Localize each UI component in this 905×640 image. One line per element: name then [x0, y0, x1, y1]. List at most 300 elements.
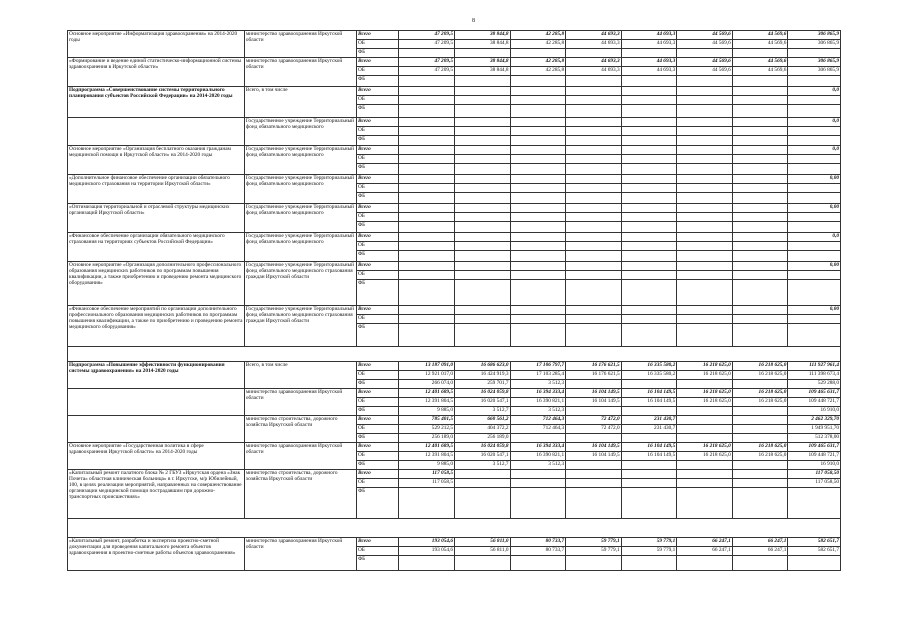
amount-cell — [732, 380, 788, 389]
funding-source-cell: ОБ — [356, 127, 398, 136]
amount-cell — [677, 488, 733, 519]
amount-cell — [621, 87, 677, 96]
amount-cell — [510, 146, 566, 155]
funding-source-cell: Всего — [356, 58, 398, 67]
amount-cell — [621, 175, 677, 184]
amount-cell: 111 927 961,4 — [788, 362, 841, 371]
amount-cell — [399, 118, 455, 127]
amount-cell: 16 218 625,0 — [677, 452, 733, 461]
amount-cell — [566, 204, 622, 213]
amount-cell — [566, 271, 622, 280]
amount-cell — [677, 184, 733, 193]
amount-cell — [621, 184, 677, 193]
amount-cell — [732, 213, 788, 222]
amount-cell: 582 651,7 — [788, 547, 841, 556]
amount-cell — [454, 213, 510, 222]
amount-cell: 306 865,9 — [788, 31, 841, 40]
spacer-row — [68, 347, 841, 362]
amount-cell — [621, 380, 677, 389]
amount-cell — [510, 280, 566, 306]
amount-cell: 16 390 821,1 — [510, 452, 566, 461]
amount-cell: 660 561,2 — [454, 416, 510, 425]
amount-cell — [510, 315, 566, 324]
amount-cell — [566, 49, 622, 58]
amount-cell — [510, 271, 566, 280]
amount-cell — [677, 193, 733, 204]
amount-cell — [566, 136, 622, 146]
amount-cell — [399, 175, 455, 184]
amount-cell: 16 104 149,5 — [621, 452, 677, 461]
table-row — [68, 175, 841, 184]
amount-cell — [677, 96, 733, 105]
funding-source-cell: Всего — [356, 416, 398, 425]
amount-cell: 12 401 689,5 — [399, 443, 455, 452]
amount-cell — [677, 324, 733, 347]
amount-cell: 193 054,6 — [399, 547, 455, 556]
amount-cell — [399, 488, 455, 519]
amount-cell: 109 448 721,7 — [788, 452, 841, 461]
measure-name: «Капитальный ремонт палатного блока № 2 ГБУЗ «Иркутская ордена «Знак Почета» областная клиническая больница» в г. Иркутске, м/р Юбилейный, 100, в целях реализации мероприятий, направленных на совершенствование организации медицинской помощи пострадавшим при дорожно-транспортных происшествиях» — [68, 470, 245, 519]
amount-cell — [621, 470, 677, 479]
amount-cell — [566, 213, 622, 222]
amount-cell: 109 465 631,7 — [788, 443, 841, 452]
amount-cell: 56 811,0 — [454, 547, 510, 556]
amount-cell — [677, 407, 733, 416]
amount-cell — [677, 416, 733, 425]
executor-name: Государственное учреждение Территориальный фонд обязательного медицинского — [244, 146, 356, 175]
measure-name — [68, 389, 245, 416]
amount-cell: 66 247,1 — [732, 547, 788, 556]
amount-cell — [510, 251, 566, 262]
amount-cell — [510, 96, 566, 105]
executor-name: Всего, в том числе — [244, 362, 356, 389]
funding-source-cell: Всего — [356, 146, 398, 155]
funding-source-cell: ФБ — [356, 49, 398, 58]
amount-cell — [399, 324, 455, 347]
amount-cell — [454, 280, 510, 306]
amount-cell: 0,00 — [788, 175, 841, 184]
amount-cell — [399, 306, 455, 315]
amount-cell — [566, 461, 622, 470]
amount-cell — [454, 127, 510, 136]
executor-name: Государственное учреждение Территориальный фонд обязательного медицинского страхования граждан Иркутской области — [244, 306, 356, 347]
amount-cell — [510, 213, 566, 222]
table-row — [68, 538, 841, 547]
amount-cell: 80 733,7 — [510, 547, 566, 556]
funding-source-cell: Всего — [356, 87, 398, 96]
amount-cell: 44 693,3 — [566, 58, 622, 67]
amount-cell — [621, 280, 677, 306]
executor-name: министерство здравоохранения Иркутской области — [244, 58, 356, 87]
amount-cell — [732, 193, 788, 204]
amount-cell — [566, 380, 622, 389]
amount-cell — [566, 164, 622, 175]
amount-cell — [677, 380, 733, 389]
amount-cell: 111 398 673,4 — [788, 371, 841, 380]
amount-cell — [732, 416, 788, 425]
amount-cell: 44 693,3 — [621, 67, 677, 76]
amount-cell: 0,0 — [788, 87, 841, 96]
executor-name: министерство здравоохранения Иркутской области — [244, 389, 356, 416]
amount-cell: 59 779,1 — [621, 547, 677, 556]
amount-cell: 44 569,6 — [732, 40, 788, 49]
amount-cell — [454, 324, 510, 347]
amount-cell — [399, 242, 455, 251]
executor-name: министерство здравоохранения Иркутской области — [244, 538, 356, 571]
amount-cell — [732, 488, 788, 519]
funding-source-cell: ФБ — [356, 76, 398, 87]
amount-cell: 16 104 149,5 — [566, 452, 622, 461]
amount-cell — [566, 324, 622, 347]
amount-cell — [566, 184, 622, 193]
amount-cell — [454, 76, 510, 87]
amount-cell — [399, 155, 455, 164]
table-row — [68, 362, 841, 371]
amount-cell — [621, 271, 677, 280]
amount-cell: 3 512,3 — [510, 380, 566, 389]
funding-source-cell: ОБ — [356, 452, 398, 461]
amount-cell — [621, 105, 677, 118]
amount-cell — [566, 96, 622, 105]
amount-cell — [566, 193, 622, 204]
amount-cell: 12 921 017,0 — [399, 371, 455, 380]
amount-cell: 3 512,3 — [510, 461, 566, 470]
measure-name: «Финансовое обеспечение организации обязательного медицинского страхования на территориях субъектов Российской Федерации» — [68, 233, 245, 262]
amount-cell — [510, 242, 566, 251]
amount-cell — [566, 146, 622, 155]
amount-cell — [399, 87, 455, 96]
executor-name: министерство здравоохранения Иркутской области — [244, 443, 356, 470]
amount-cell — [566, 470, 622, 479]
amount-cell — [510, 118, 566, 127]
funding-source-cell: ОБ — [356, 40, 398, 49]
amount-cell — [510, 155, 566, 164]
amount-cell: 259 701,7 — [454, 380, 510, 389]
amount-cell — [677, 434, 733, 443]
table-row — [68, 87, 841, 96]
amount-cell — [677, 76, 733, 87]
amount-cell — [454, 556, 510, 571]
amount-cell — [621, 193, 677, 204]
amount-cell — [510, 233, 566, 242]
amount-cell: 0,00 — [788, 306, 841, 315]
amount-cell — [566, 87, 622, 96]
amount-cell — [399, 49, 455, 58]
amount-cell — [454, 242, 510, 251]
amount-cell — [732, 556, 788, 571]
amount-cell: 16 910,0 — [788, 407, 841, 416]
amount-cell: 44 569,6 — [677, 31, 733, 40]
amount-cell: 266 074,0 — [399, 380, 455, 389]
amount-cell: 44 569,6 — [732, 31, 788, 40]
amount-cell — [454, 271, 510, 280]
amount-cell — [677, 222, 733, 233]
table-row — [68, 31, 841, 40]
funding-source-cell: ФБ — [356, 324, 398, 347]
amount-cell: 16 218 625,0 — [732, 443, 788, 452]
amount-cell — [566, 175, 622, 184]
amount-cell: 44 569,6 — [677, 58, 733, 67]
amount-cell — [732, 271, 788, 280]
amount-cell — [454, 222, 510, 233]
table-row — [68, 389, 841, 398]
amount-cell — [677, 87, 733, 96]
amount-cell: 16 024 059,8 — [454, 443, 510, 452]
amount-cell — [510, 164, 566, 175]
funding-source-cell: ОБ — [356, 155, 398, 164]
amount-cell — [788, 164, 841, 175]
amount-cell — [621, 76, 677, 87]
amount-cell: 16 218 625,0 — [732, 398, 788, 407]
amount-cell — [621, 262, 677, 271]
amount-cell: 16 335 580,2 — [621, 371, 677, 380]
funding-source-cell: ОБ — [356, 547, 398, 556]
amount-cell: 44 693,3 — [566, 40, 622, 49]
amount-cell: 16 176 621,5 — [566, 371, 622, 380]
measure-name: Подпрограмма «Совершенствование системы территориального планирования субъектов Российской Федерации» на 2014-2020 годы — [68, 87, 245, 118]
amount-cell — [510, 488, 566, 519]
amount-cell: 256 189,0 — [399, 434, 455, 443]
amount-cell — [510, 262, 566, 271]
funding-source-cell: ФБ — [356, 251, 398, 262]
amount-cell — [732, 184, 788, 193]
amount-cell — [732, 105, 788, 118]
amount-cell — [510, 105, 566, 118]
amount-cell — [788, 184, 841, 193]
amount-cell — [677, 175, 733, 184]
amount-cell — [510, 136, 566, 146]
funding-source-cell: ФБ — [356, 105, 398, 118]
measure-name: Основное мероприятие «Организация бесплатного оказания гражданам медицинской помощи в Иркутской области» на 2014-2020 годы — [68, 146, 245, 175]
amount-cell — [399, 204, 455, 213]
amount-cell — [732, 49, 788, 58]
amount-cell — [510, 470, 566, 479]
amount-cell — [566, 76, 622, 87]
amount-cell: 47 209,5 — [399, 58, 455, 67]
table-row — [68, 306, 841, 315]
measure-name: «Формирование и ведение единой статистическо-информационной системы здравоохранения в Иркутской области» — [68, 58, 245, 87]
amount-cell — [454, 470, 510, 479]
amount-cell — [621, 164, 677, 175]
amount-cell: 16 218 625,0 — [677, 371, 733, 380]
amount-cell: 109 465 631,7 — [788, 389, 841, 398]
amount-cell — [510, 556, 566, 571]
funding-source-cell: Всего — [356, 262, 398, 271]
amount-cell: 59 779,1 — [621, 538, 677, 547]
amount-cell: 47 209,5 — [399, 67, 455, 76]
amount-cell — [566, 222, 622, 233]
amount-cell — [510, 87, 566, 96]
amount-cell — [454, 136, 510, 146]
amount-cell — [732, 118, 788, 127]
amount-cell — [621, 127, 677, 136]
amount-cell: 17 103 285,4 — [510, 371, 566, 380]
amount-cell — [732, 242, 788, 251]
amount-cell — [454, 204, 510, 213]
amount-cell — [788, 324, 841, 347]
funding-source-cell: Всего — [356, 233, 398, 242]
funding-source-cell: Всего — [356, 175, 398, 184]
amount-cell — [621, 222, 677, 233]
amount-cell — [732, 164, 788, 175]
executor-name: министерство строительства, дорожного хозяйства Иркутской области — [244, 470, 356, 519]
amount-cell: 193 054,6 — [399, 538, 455, 547]
funding-source-cell: ФБ — [356, 461, 398, 470]
amount-cell — [621, 146, 677, 155]
amount-cell — [732, 222, 788, 233]
amount-cell — [399, 96, 455, 105]
amount-cell — [454, 155, 510, 164]
funding-source-cell: ФБ — [356, 222, 398, 233]
executor-name: Государственное учреждение Территориальный фонд обязательного медицинского — [244, 204, 356, 233]
amount-cell — [677, 213, 733, 222]
amount-cell: 512 378,00 — [788, 434, 841, 443]
table-row — [68, 262, 841, 271]
amount-cell — [732, 233, 788, 242]
amount-cell: 59 779,1 — [566, 538, 622, 547]
amount-cell — [510, 193, 566, 204]
measure-name: Подпрограмма «Повышение эффективности функционирования системы здравоохранения» на 2014-2020 годы — [68, 362, 245, 389]
amount-cell — [788, 251, 841, 262]
amount-cell: 117 058,5 — [399, 470, 455, 479]
amount-cell: 38 844,8 — [454, 58, 510, 67]
amount-cell — [566, 488, 622, 519]
amount-cell: 42 285,8 — [510, 40, 566, 49]
funding-source-cell: ОБ — [356, 271, 398, 280]
amount-cell — [621, 488, 677, 519]
amount-cell — [788, 488, 841, 519]
amount-cell — [566, 280, 622, 306]
amount-cell: 16 218 625,0 — [677, 398, 733, 407]
amount-cell — [788, 49, 841, 58]
amount-cell — [510, 127, 566, 136]
amount-cell: 72 472,0 — [566, 416, 622, 425]
amount-cell — [788, 271, 841, 280]
amount-cell — [566, 434, 622, 443]
amount-cell — [621, 306, 677, 315]
amount-cell — [788, 315, 841, 324]
amount-cell — [621, 213, 677, 222]
funding-source-cell: ФБ — [356, 280, 398, 306]
funding-source-cell: ОБ — [356, 67, 398, 76]
amount-cell — [510, 204, 566, 213]
funding-source-cell: ОБ — [356, 371, 398, 380]
amount-cell: 12 401 689,5 — [399, 389, 455, 398]
amount-cell — [621, 155, 677, 164]
amount-cell — [399, 315, 455, 324]
amount-cell: 16 394 333,4 — [510, 389, 566, 398]
amount-cell — [454, 118, 510, 127]
amount-cell — [788, 136, 841, 146]
table-row — [68, 416, 841, 425]
amount-cell — [454, 251, 510, 262]
amount-cell: 2 462 329,70 — [788, 416, 841, 425]
funding-source-cell: ФБ — [356, 407, 398, 416]
amount-cell: 16 390 821,1 — [510, 398, 566, 407]
amount-cell — [732, 461, 788, 470]
table-row — [68, 233, 841, 242]
amount-cell: 9 885,0 — [399, 461, 455, 470]
amount-cell: 44 569,6 — [732, 58, 788, 67]
amount-cell — [621, 407, 677, 416]
amount-cell — [454, 175, 510, 184]
table-row — [68, 58, 841, 67]
amount-cell — [566, 118, 622, 127]
amount-cell — [788, 155, 841, 164]
amount-cell — [510, 222, 566, 233]
amount-cell: 16 218 625,0 — [732, 371, 788, 380]
amount-cell — [510, 49, 566, 58]
amount-cell — [732, 425, 788, 434]
amount-cell: 16 024 059,8 — [454, 389, 510, 398]
amount-cell: 16 020 547,1 — [454, 452, 510, 461]
executor-name: Государственное учреждение Территориальный фонд обязательного медицинского страхования граждан Иркутской области — [244, 262, 356, 306]
amount-cell — [732, 251, 788, 262]
amount-cell — [621, 315, 677, 324]
amount-cell: 38 844,8 — [454, 67, 510, 76]
funding-source-cell: ОБ — [356, 184, 398, 193]
measure-name: «Капитальный ремонт, разработка и экспертиза проектно-сметной документации для проведения капитального ремонта объектов здравоохранения в проектно-сметные работы объектов здравоохранения» — [68, 538, 245, 571]
funding-source-cell: ФБ — [356, 193, 398, 204]
funding-source-cell: ФБ — [356, 380, 398, 389]
amount-cell — [454, 164, 510, 175]
funding-source-cell: ФБ — [356, 164, 398, 175]
amount-cell — [677, 49, 733, 58]
amount-cell — [732, 136, 788, 146]
amount-cell: 306 865,9 — [788, 58, 841, 67]
amount-cell: 16 910,0 — [788, 461, 841, 470]
amount-cell — [677, 164, 733, 175]
funding-source-cell: Всего — [356, 118, 398, 127]
amount-cell: 16 104 149,5 — [621, 398, 677, 407]
funding-source-cell: ОБ — [356, 425, 398, 434]
table-row — [68, 443, 841, 452]
amount-cell — [566, 407, 622, 416]
amount-cell — [621, 434, 677, 443]
funding-source-cell: Всего — [356, 443, 398, 452]
executor-name: Государственное учреждение Территориальный фонд обязательного медицинского — [244, 233, 356, 262]
amount-cell — [510, 175, 566, 184]
amount-cell: 306 865,9 — [788, 40, 841, 49]
amount-cell — [732, 146, 788, 155]
amount-cell — [566, 105, 622, 118]
amount-cell — [677, 118, 733, 127]
table-row — [68, 146, 841, 155]
amount-cell: 16 218 625,0 — [732, 452, 788, 461]
amount-cell — [399, 76, 455, 87]
amount-cell — [399, 251, 455, 262]
amount-cell — [677, 127, 733, 136]
amount-cell — [788, 280, 841, 306]
amount-cell — [454, 184, 510, 193]
funding-source-cell: Всего — [356, 538, 398, 547]
amount-cell — [454, 315, 510, 324]
amount-cell — [732, 204, 788, 213]
measure-name: «Дополнительное финансовое обеспечение организации обязательного медицинского страхования на территории Иркутской области» — [68, 175, 245, 204]
amount-cell — [677, 233, 733, 242]
amount-cell — [788, 242, 841, 251]
amount-cell: 785 401,5 — [399, 416, 455, 425]
amount-cell — [677, 425, 733, 434]
amount-cell — [399, 105, 455, 118]
amount-cell: 38 844,8 — [454, 40, 510, 49]
amount-cell — [677, 155, 733, 164]
amount-cell: 404 372,2 — [454, 425, 510, 434]
amount-cell: 42 285,8 — [510, 58, 566, 67]
funding-source-cell: Всего — [356, 204, 398, 213]
amount-cell — [732, 76, 788, 87]
amount-cell — [399, 164, 455, 175]
